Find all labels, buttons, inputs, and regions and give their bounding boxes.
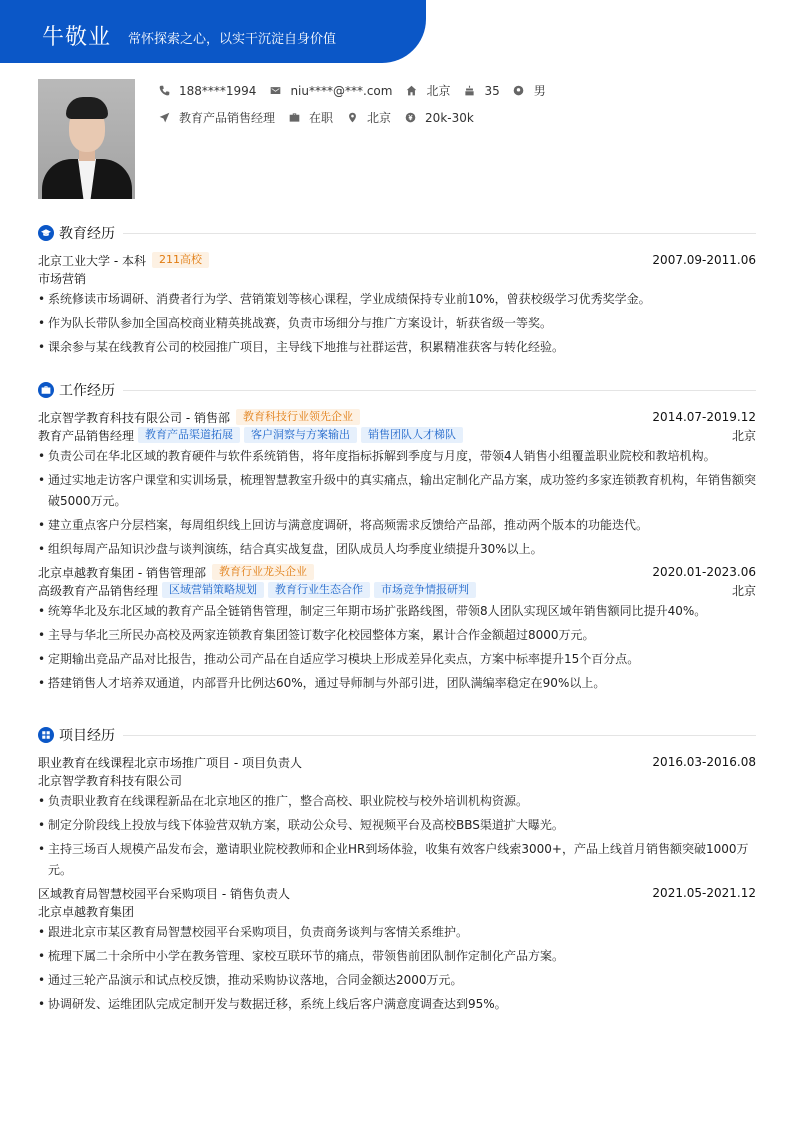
position-title: 高级教育产品销售经理 — [38, 583, 159, 598]
email-info — [269, 84, 392, 98]
list-item: • 建立重点客户分层档案，每周组织线上回访与满意度调研，将高频需求反馈给产品部，推动两个版本的功能迭代。 — [38, 515, 756, 536]
company-name: 北京卓越教育集团 - 销售管理部 — [38, 565, 206, 580]
target-city-info — [346, 109, 391, 126]
skill-tag: 教育行业生态合作 — [268, 582, 370, 598]
education-major: 市场营销 — [38, 271, 87, 286]
skill-tag: 区域营销策略规划 — [162, 582, 264, 598]
skill-tag: 市场竞争情报研判 — [374, 582, 476, 598]
section-divider — [123, 233, 756, 234]
list-item: • 梳理下属二十余所中小学在教务管理、家校互联环节的痛点，带领售前团队制作定制化产品方案。 — [38, 946, 756, 967]
position-title: 教育产品销售经理 — [38, 428, 135, 443]
phone-text: 188****1994 — [179, 83, 257, 98]
list-item: • 定期输出竞品产品对比报告，推动公司产品在自适应学习模块上形成差异化卖点，方案中标率提升15个百分点。 — [38, 649, 756, 670]
job-status-text: 在职 — [309, 111, 334, 125]
target-position-text: 教育产品销售经理 — [179, 111, 276, 125]
gender-icon — [513, 85, 525, 97]
header-banner — [0, 0, 426, 63]
graduation-cap-icon — [38, 225, 54, 241]
salary-text: 20k-30k — [425, 110, 474, 125]
list-item: • 制定分阶段线上投放与线下体验营双轨方案，联动公众号、短视频平台及高校BBS渠道扩大曝光。 — [38, 815, 756, 836]
work-city: 北京 — [731, 583, 756, 598]
education-header — [38, 223, 756, 243]
email-text: niu****@***.com — [290, 83, 393, 98]
residence-text: 北京 — [426, 84, 451, 98]
project-name: 职业教育在线课程北京市场推广项目 - 项目负责人 — [38, 755, 302, 770]
residence-info — [405, 82, 450, 99]
briefcase-icon — [288, 112, 300, 124]
home-icon — [405, 85, 417, 97]
list-item: • 组织每周产品知识沙盘与谈判演练，结合真实战复盘，团队成员人均季度业绩提升30%以上。 — [38, 539, 756, 560]
age-text: 35 — [484, 83, 500, 98]
age-info — [463, 84, 499, 98]
list-item: • 负责公司在华北区域的教育硬件与软件系统销售，将年度指标拆解到季度与月度，带领4人销售小组覆盖职业院校和教培机构。 — [38, 446, 756, 467]
list-item: • 跟进北京市某区教育局智慧校园平台采购项目，负责商务谈判与客情关系维护。 — [38, 922, 756, 943]
work-bullet-list — [38, 601, 756, 694]
list-item: • 课余参与某在线教育公司的校园推广项目，主导线下地推与社群运营，积累精准获客与转化经验。 — [38, 337, 756, 358]
education-date: 2007.09-2011.06 — [652, 253, 756, 267]
candidate-name: 牛敬业 — [42, 25, 112, 50]
project-title: 项目经历 — [59, 728, 115, 744]
list-item: • 系统修读市场调研、消费者行为学、营销策划等核心课程，学业成绩保持专业前10%，曾获校级学习优秀奖学金。 — [38, 289, 756, 310]
section-divider — [123, 390, 756, 391]
salary-info — [404, 111, 474, 125]
project-name: 区域教育局智慧校园平台采购项目 - 销售负责人 — [38, 886, 290, 901]
money-icon — [404, 112, 416, 124]
education-entry — [38, 251, 756, 358]
profile-info-row-1 — [158, 82, 559, 99]
cake-icon — [463, 85, 475, 97]
education-title: 教育经历 — [59, 226, 115, 242]
project-date: 2021.05-2021.12 — [652, 886, 756, 900]
project-header — [38, 725, 756, 745]
project-entry — [38, 884, 756, 1015]
project-bullet-list — [38, 922, 756, 1015]
project-entry — [38, 753, 756, 881]
work-date: 2014.07-2019.12 — [652, 410, 756, 424]
education-bullet-list — [38, 289, 756, 358]
list-item: • 通过三轮产品演示和试点校反馈，推动采购协议落地，合同金额达2000万元。 — [38, 970, 756, 991]
candidate-motto: 常怀探索之心，以实干沉淀自身价值 — [128, 32, 337, 47]
skill-tag: 客户洞察与方案输出 — [244, 427, 357, 443]
education-section — [38, 223, 756, 361]
gender-text: 男 — [533, 84, 546, 98]
location-pin-icon — [346, 112, 358, 124]
company-name: 北京智学教育科技有限公司 - 销售部 — [38, 410, 230, 425]
company-tag: 教育科技行业领先企业 — [236, 409, 360, 425]
gender-info — [513, 82, 546, 99]
project-org: 北京卓越教育集团 — [38, 904, 135, 919]
list-item: • 主导与华北三所民办高校及两家连锁教育集团签订数字化校园整体方案，累计合作金额超过8000万元。 — [38, 625, 756, 646]
school-name: 北京工业大学 - 本科 — [38, 253, 146, 268]
phone-info — [158, 84, 256, 98]
profile-photo — [38, 79, 135, 199]
work-entry — [38, 563, 756, 694]
project-bullet-list — [38, 791, 756, 881]
work-date: 2020.01-2023.06 — [652, 565, 756, 579]
work-header — [38, 380, 756, 400]
list-item: • 主持三场百人规模产品发布会，邀请职业院校教师和企业HR到场体验，收集有效客户线索3000+，产品上线首月销售额突破1000万元。 — [38, 839, 756, 881]
skill-tag: 销售团队人才梯队 — [361, 427, 463, 443]
work-section — [38, 380, 756, 697]
list-item: • 协调研发、运维团队完成定制开发与数据迁移，系统上线后客户满意度调查达到95%。 — [38, 994, 756, 1015]
work-bullet-list — [38, 446, 756, 560]
briefcase-icon — [38, 382, 54, 398]
work-entry — [38, 408, 756, 560]
profile-info-row-2 — [158, 109, 487, 126]
list-item: • 统筹华北及东北区域的教育产品全链销售管理，制定三年期市场扩张路线图，带领8人团队实现区域年销售额同比提升40%。 — [38, 601, 756, 622]
target-city-text: 北京 — [367, 111, 392, 125]
target-position-info — [158, 109, 275, 126]
school-tag: 211高校 — [152, 252, 209, 268]
grid-icon — [38, 727, 54, 743]
list-item: • 负责职业教育在线课程新品在北京地区的推广，整合高校、职业院校与校外培训机构资源。 — [38, 791, 756, 812]
phone-icon — [158, 85, 170, 97]
list-item: • 通过实地走访客户课堂和实训场景，梳理智慧教室升级中的真实痛点，输出定制化产品方案，成功签约多家连锁教育机构，年销售额突破5000万元。 — [38, 470, 756, 512]
project-section — [38, 725, 756, 1018]
job-status-info — [288, 109, 333, 126]
list-item: • 作为队长带队参加全国高校商业精英挑战赛，负责市场细分与推广方案设计，斩获省级一等奖。 — [38, 313, 756, 334]
work-title: 工作经历 — [59, 383, 115, 399]
section-divider — [123, 735, 756, 736]
skill-tag: 教育产品渠道拓展 — [138, 427, 240, 443]
work-city: 北京 — [731, 428, 756, 443]
project-org: 北京智学教育科技有限公司 — [38, 773, 183, 788]
list-item: • 搭建销售人才培养双通道，内部晋升比例达60%，通过导师制与外部引进，团队满编率稳定在90%以上。 — [38, 673, 756, 694]
project-date: 2016.03-2016.08 — [652, 755, 756, 769]
mail-icon — [269, 85, 281, 97]
company-tag: 教育行业龙头企业 — [212, 564, 314, 580]
send-icon — [158, 112, 170, 124]
